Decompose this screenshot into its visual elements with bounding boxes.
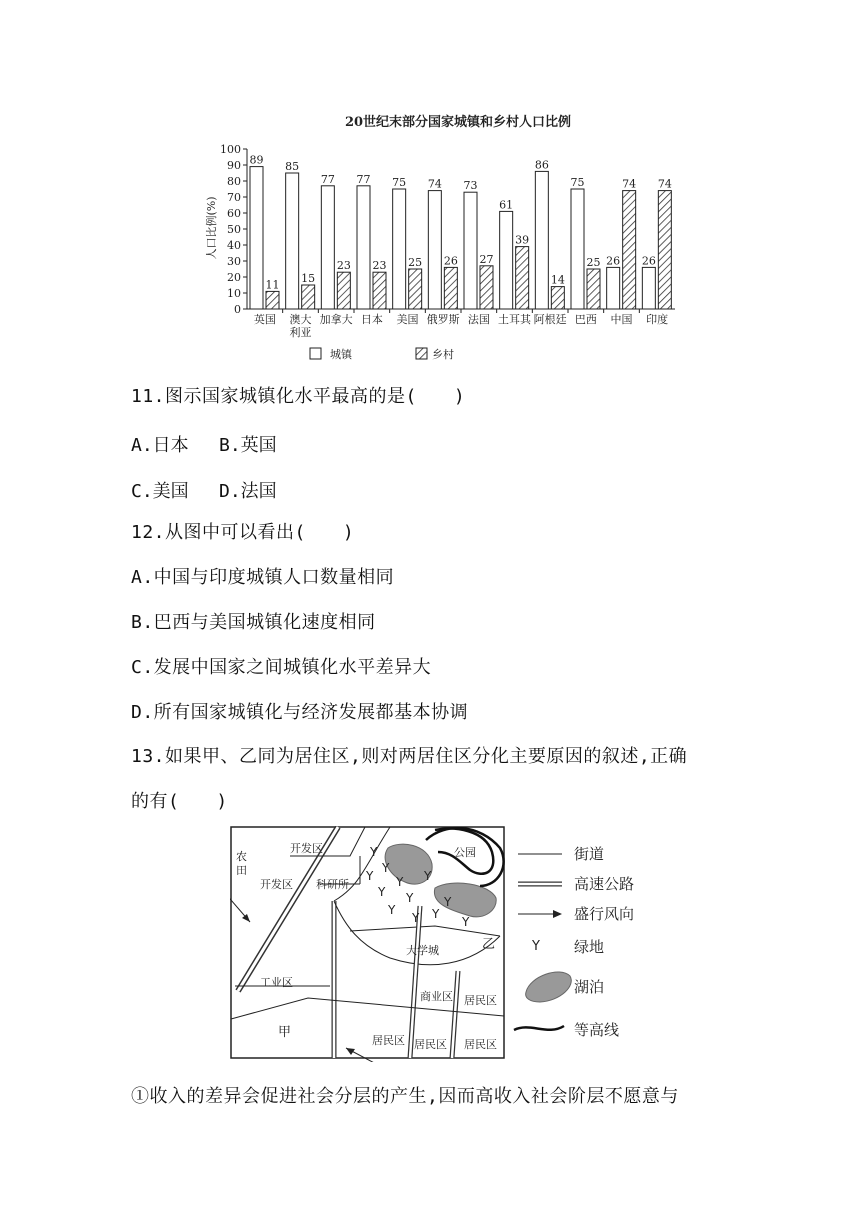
svg-text:Y: Y — [396, 875, 404, 889]
data-label-urban: 85 — [285, 160, 300, 173]
svg-text:Y: Y — [382, 861, 390, 875]
bar-urban — [642, 267, 655, 309]
svg-text:Y: Y — [462, 915, 470, 929]
data-label-rural: 25 — [586, 256, 601, 269]
data-label-urban: 75 — [392, 176, 407, 189]
data-label-rural: 74 — [622, 177, 637, 191]
label-nongtian-2: 田 — [236, 864, 247, 877]
svg-text:Y: Y — [370, 845, 378, 859]
label-yi: 乙 — [482, 937, 496, 952]
y-tick-label: 100 — [220, 143, 241, 156]
data-label-urban: 61 — [499, 198, 514, 212]
q13-statement-1: ①收入的差异会促进社会分层的产生,因而高收入社会阶层不愿意与 — [131, 1086, 679, 1107]
x-tick-label: 日本 — [360, 313, 383, 326]
map-legend — [514, 845, 634, 1039]
bar-rural — [409, 269, 422, 309]
data-label-urban: 26 — [641, 254, 656, 268]
label-kaifaqu: 开发区 — [260, 878, 293, 891]
bar-urban — [428, 191, 441, 309]
q12-option-a[interactable]: A.中国与印度城镇人口数量相同 — [131, 567, 395, 588]
svg-text:Y: Y — [406, 891, 414, 905]
plot-area — [220, 143, 675, 361]
bar-urban — [464, 192, 477, 309]
x-tick-label: 澳大 — [289, 313, 312, 326]
data-label-urban: 74 — [427, 177, 442, 191]
label-gongyuan: 公园 — [454, 846, 476, 859]
svg-text:Y: Y — [432, 907, 440, 921]
data-label-rural: 74 — [657, 177, 672, 191]
data-label-rural: 23 — [336, 259, 351, 273]
q11-option-d[interactable]: D.法国 — [219, 481, 277, 502]
bar-urban — [250, 167, 263, 309]
y-tick-label: 90 — [227, 159, 241, 172]
bar-urban — [321, 186, 334, 309]
city-map-svg — [230, 826, 650, 1062]
bar-rural — [444, 267, 457, 309]
svg-text:Y: Y — [412, 911, 420, 925]
legend-label-rural: 乡村 — [432, 348, 454, 361]
q12-option-b[interactable]: B.巴西与美国城镇化速度相同 — [131, 612, 376, 633]
bar-rural — [658, 191, 671, 309]
bar-rural — [587, 269, 600, 309]
question-13-line1: 13.如果甲、乙同为居住区,则对两居住区分化主要原因的叙述,正确 — [131, 746, 688, 767]
svg-text:Y: Y — [532, 939, 540, 954]
data-label-rural: 27 — [479, 252, 494, 266]
x-tick-label: 利亚 — [289, 326, 312, 339]
data-label-urban: 26 — [606, 254, 621, 268]
x-tick-label: 英国 — [253, 313, 276, 326]
bar-urban — [500, 211, 513, 309]
label-juminqu-4: 居民区 — [464, 1038, 497, 1051]
label-jia: 甲 — [278, 1025, 292, 1040]
y-tick-label: 70 — [227, 191, 241, 204]
label-nongtian-1: 农 — [236, 850, 247, 863]
y-tick-label: 40 — [227, 239, 241, 252]
bar-urban — [393, 189, 406, 309]
x-tick-label: 法国 — [467, 313, 490, 326]
y-tick-label: 60 — [227, 207, 241, 220]
label-daxuecheng: 大学城 — [406, 944, 439, 957]
legend-green: 绿地 — [574, 938, 605, 956]
legend-swatch-urban — [310, 348, 321, 359]
question-11-options-row1 — [131, 431, 277, 457]
bar-chart-svg — [200, 104, 680, 369]
svg-text:Y: Y — [388, 903, 396, 917]
x-tick-label: 俄罗斯 — [426, 313, 460, 326]
data-label-urban: 77 — [320, 172, 335, 186]
question-13-line2: 的有( ) — [131, 791, 228, 812]
label-kaifaqu-top: 开发区 — [290, 842, 323, 855]
y-tick-label: 20 — [227, 271, 241, 284]
data-label-rural: 15 — [301, 272, 316, 285]
bar-rural — [266, 291, 279, 309]
y-tick-label: 10 — [227, 287, 241, 300]
data-label-rural: 26 — [443, 254, 458, 268]
svg-text:Y: Y — [424, 869, 432, 883]
data-label-rural: 39 — [515, 233, 530, 247]
data-label-urban: 75 — [570, 176, 585, 189]
data-label-rural: 14 — [550, 273, 565, 287]
city-map-figure — [230, 826, 650, 1062]
label-juminqu-3: 居民区 — [414, 1038, 447, 1051]
legend-lake: 湖泊 — [574, 978, 605, 996]
q11-option-c[interactable]: C.美国 — [131, 481, 189, 502]
question-11-options-row2 — [131, 477, 277, 503]
y-tick-label: 80 — [227, 175, 241, 188]
legend-highway: 高速公路 — [574, 875, 635, 893]
map-frame — [231, 827, 504, 1058]
question-12: 12.从图中可以看出( ) — [131, 522, 355, 543]
x-tick-label: 土耳其 — [498, 313, 531, 326]
y-axis-label: 人口比例(%) — [205, 196, 218, 260]
q11-option-b[interactable]: B.英国 — [219, 435, 277, 456]
bar-rural — [302, 285, 315, 309]
bar-urban — [571, 189, 584, 309]
question-11: 11.图示国家城镇化水平最高的是( ) — [131, 386, 466, 407]
q12-option-d[interactable]: D.所有国家城镇化与经济发展都基本协调 — [131, 702, 469, 723]
svg-text:Y: Y — [444, 895, 452, 909]
data-label-rural: 25 — [408, 256, 423, 269]
data-label-urban: 73 — [463, 179, 478, 193]
bar-rural — [516, 247, 529, 309]
y-tick-label: 50 — [227, 223, 241, 236]
data-label-urban: 86 — [534, 158, 549, 172]
x-tick-label: 巴西 — [574, 313, 597, 326]
bar-rural — [337, 272, 350, 309]
svg-text:Y: Y — [378, 885, 386, 899]
x-tick-label: 美国 — [396, 313, 419, 326]
population-chart — [200, 104, 680, 369]
bar-rural — [623, 191, 636, 309]
q11-option-a[interactable]: A.日本 — [131, 435, 189, 456]
x-tick-label: 中国 — [610, 313, 633, 326]
data-label-urban: 77 — [356, 172, 371, 186]
legend-swatch-rural — [416, 348, 427, 359]
legend-contour: 等高线 — [574, 1021, 620, 1039]
bar-urban — [286, 173, 299, 309]
chart-title: 20世纪末部分国家城镇和乡村人口比例 — [344, 115, 572, 130]
y-tick-label: 0 — [234, 303, 241, 316]
data-label-urban: 89 — [249, 153, 264, 167]
legend-street: 街道 — [574, 845, 605, 863]
data-label-rural: 11 — [265, 278, 280, 292]
x-tick-label: 印度 — [646, 313, 669, 326]
label-shangyequ: 商业区 — [420, 990, 453, 1003]
x-tick-label: 加拿大 — [319, 313, 353, 326]
bar-urban — [357, 186, 370, 309]
legend-wind: 盛行风向 — [574, 905, 635, 923]
bar-urban — [535, 171, 548, 309]
q12-option-c[interactable]: C.发展中国家之间城镇化水平差异大 — [131, 657, 432, 678]
bar-rural — [373, 272, 386, 309]
bar-rural — [551, 287, 564, 309]
x-tick-label: 阿根廷 — [533, 313, 567, 326]
legend-label-urban: 城镇 — [330, 348, 352, 361]
label-juminqu-2: 居民区 — [372, 1034, 405, 1047]
label-keyansuo: 科研所 — [316, 878, 349, 891]
bar-rural — [480, 266, 493, 309]
label-gongyequ: 工业区 — [260, 976, 293, 989]
data-label-rural: 23 — [372, 259, 387, 273]
y-tick-label: 30 — [227, 255, 241, 268]
bar-urban — [607, 267, 620, 309]
label-juminqu-1: 居民区 — [464, 994, 497, 1007]
svg-text:Y: Y — [366, 869, 374, 883]
